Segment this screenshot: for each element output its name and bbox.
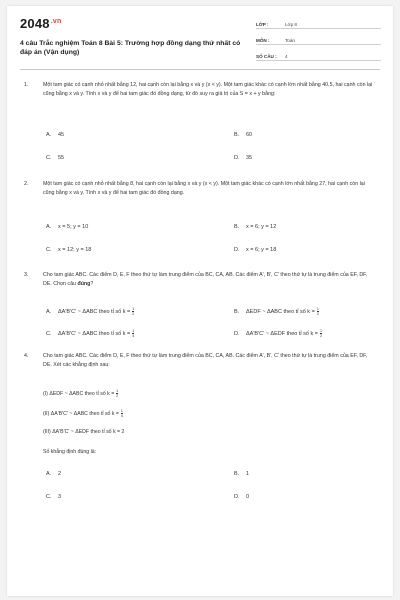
option-letter: A. (46, 224, 52, 230)
question-3-option-a[interactable] (46, 307, 135, 316)
fraction (320, 329, 322, 338)
question-text (43, 271, 377, 289)
question-4-option-c[interactable] (46, 494, 61, 500)
logo-suffix: .vn (50, 17, 62, 25)
site-logo[interactable] (20, 16, 61, 31)
question-4-prompt: Số khẳng định đúng là: (43, 449, 97, 455)
question-2-option-c[interactable] (46, 247, 91, 253)
meta-row-count (256, 48, 381, 61)
option-letter: C. (46, 330, 52, 337)
meta-key: LỚP : (256, 22, 269, 27)
question-4-option-a[interactable] (46, 471, 61, 477)
fraction-numerator: 1 (316, 307, 319, 311)
option-text: 3 (58, 494, 62, 500)
fraction-numerator: 1 (132, 307, 135, 311)
fraction-numerator: 1 (116, 389, 119, 393)
option-text: 35 (246, 155, 253, 161)
option-text: 45 (58, 132, 65, 138)
option-text: ΔEDF ~ ΔABC theo tỉ số k = (246, 308, 317, 315)
fraction-denominator: 4 (120, 414, 123, 418)
option-text: x = 5; y = 10 (58, 224, 89, 230)
option-letter: A. (46, 308, 52, 315)
option-letter: C. (46, 155, 52, 161)
option-text: ΔA'B'C' ~ ΔABC theo tỉ số k = (58, 330, 132, 337)
option-letter: D. (234, 494, 240, 500)
question-4-option-d[interactable] (234, 494, 249, 500)
option-text: 60 (246, 132, 253, 138)
question-4-option-b[interactable] (234, 471, 249, 477)
question-keyword: đúng (77, 281, 91, 287)
meta-key: SỐ CÂU : (256, 54, 277, 59)
question-text: Một tam giác có cạnh nhỏ nhất bằng 12, hai cạnh còn lại bằng x và y (x < y). Một tam giác khác có cạnh lớn nhất bằng 40,5, hai cạnh còn lại cũng bằng x và y. Tính x và y để hai tam giác đó đồng dạng, từ đó suy ra giá trị của S = x + y bằng: (43, 82, 373, 97)
option-text: x = 6; y = 18 (246, 247, 277, 253)
question-2-option-a[interactable] (46, 224, 88, 230)
option-letter: A. (46, 471, 52, 477)
statement-3 (43, 429, 124, 435)
question-2-option-b[interactable] (234, 224, 276, 230)
fraction (116, 389, 118, 398)
question-number: 3. (24, 272, 29, 278)
statement-text: (I) ΔEDF ~ ΔABC theo tỉ số k = (43, 390, 116, 397)
option-letter: B. (234, 132, 240, 138)
question-1-option-b[interactable] (234, 132, 252, 138)
question-text: Một tam giác có cạnh nhỏ nhất bằng 8, hai cạnh còn lại bằng x và y (x < y). Một tam giác khác có cạnh lớn nhất bằng 27, hai cạnh còn lại cũng bằng x và y. Tính x và y để hai tam giác đó đồng dạng. (43, 181, 365, 196)
question-1-option-c[interactable] (46, 155, 64, 161)
question-4 (24, 352, 377, 370)
meta-value: Toán (285, 38, 295, 43)
question-1-option-a[interactable] (46, 132, 64, 138)
statement-2 (43, 409, 123, 418)
option-text: 0 (246, 494, 250, 500)
meta-value: 4 (285, 54, 288, 59)
statement-1 (43, 389, 119, 398)
option-text: 1 (246, 471, 250, 477)
fraction-denominator: 2 (116, 394, 119, 398)
fraction-numerator: 1 (120, 409, 123, 413)
document-page (7, 6, 393, 596)
question-number: 4. (24, 353, 29, 359)
document-title: 4 câu Trắc nghiệm Toán 8 Bài 5: Trường hợp đồng dạng thứ nhất có đáp án (Vận dụng) (20, 40, 241, 56)
question-text-start: Cho tam giác ABC. Các điểm D, E, F theo thứ tự làm trung điểm của BC, CA, AB. Các điểm A', B', C' theo thứ tự là trung điểm của EF, DF, DE. Chọn câu (43, 272, 368, 287)
question-2 (24, 180, 377, 198)
fraction (132, 307, 134, 316)
option-letter: B. (234, 471, 240, 477)
meta-row-subject (256, 32, 381, 45)
question-3-option-d[interactable] (234, 329, 322, 338)
question-number: 2. (24, 181, 29, 187)
question-1-option-d[interactable] (234, 155, 252, 161)
option-letter: C. (46, 247, 52, 253)
statement-text: (II) ΔA'B'C' ~ ΔABC theo tỉ số k = (43, 410, 121, 417)
option-letter: D. (234, 330, 240, 337)
option-letter: B. (234, 224, 240, 230)
fraction (132, 329, 134, 338)
fraction-denominator: 2 (319, 334, 322, 338)
option-text: x = 6; y = 12 (246, 224, 277, 230)
fraction (317, 307, 319, 316)
fraction-numerator: 1 (319, 329, 322, 333)
option-text: 2 (58, 471, 62, 477)
question-2-option-d[interactable] (234, 247, 276, 253)
question-1 (24, 81, 377, 99)
option-letter: A. (46, 132, 52, 138)
question-3-option-c[interactable] (46, 329, 135, 338)
fraction-numerator: 1 (132, 329, 135, 333)
question-text-end: ? (90, 281, 94, 287)
question-number: 1. (24, 82, 29, 88)
option-text: 55 (58, 155, 65, 161)
meta-key: MÔN : (256, 38, 270, 43)
meta-table (256, 16, 381, 64)
meta-row-class (256, 16, 381, 29)
header-divider (20, 69, 380, 70)
fraction-denominator: 4 (132, 334, 135, 338)
option-text: x = 12; y = 18 (58, 247, 92, 253)
option-letter: C. (46, 494, 52, 500)
fraction (121, 409, 123, 418)
question-3-option-b[interactable] (234, 307, 319, 316)
fraction-denominator: 2 (316, 312, 319, 316)
option-text: ΔA'B'C' ~ ΔEDF theo tỉ số k = (246, 330, 320, 337)
option-letter: D. (234, 155, 240, 161)
question-3 (24, 271, 377, 289)
fraction-denominator: 2 (132, 312, 135, 316)
option-letter: D. (234, 247, 240, 253)
logo-number: 2048 (20, 16, 50, 31)
option-letter: B. (234, 308, 240, 315)
statement-text: (III) ΔA'B'C' ~ ΔEDF theo tỉ số k = 2 (43, 429, 125, 435)
question-text: Cho tam giác ABC. Các điểm D, E, F theo thứ tự làm trung điểm của BC, CA, AB. Các điểm A', B', C' theo thứ tự là trung điểm của EF, DF, DE. Xét các khẳng định sau: (43, 353, 368, 368)
option-text: ΔA'B'C' ~ ΔABC theo tỉ số k = (58, 308, 132, 315)
meta-value: Lớp 8 (285, 22, 297, 27)
